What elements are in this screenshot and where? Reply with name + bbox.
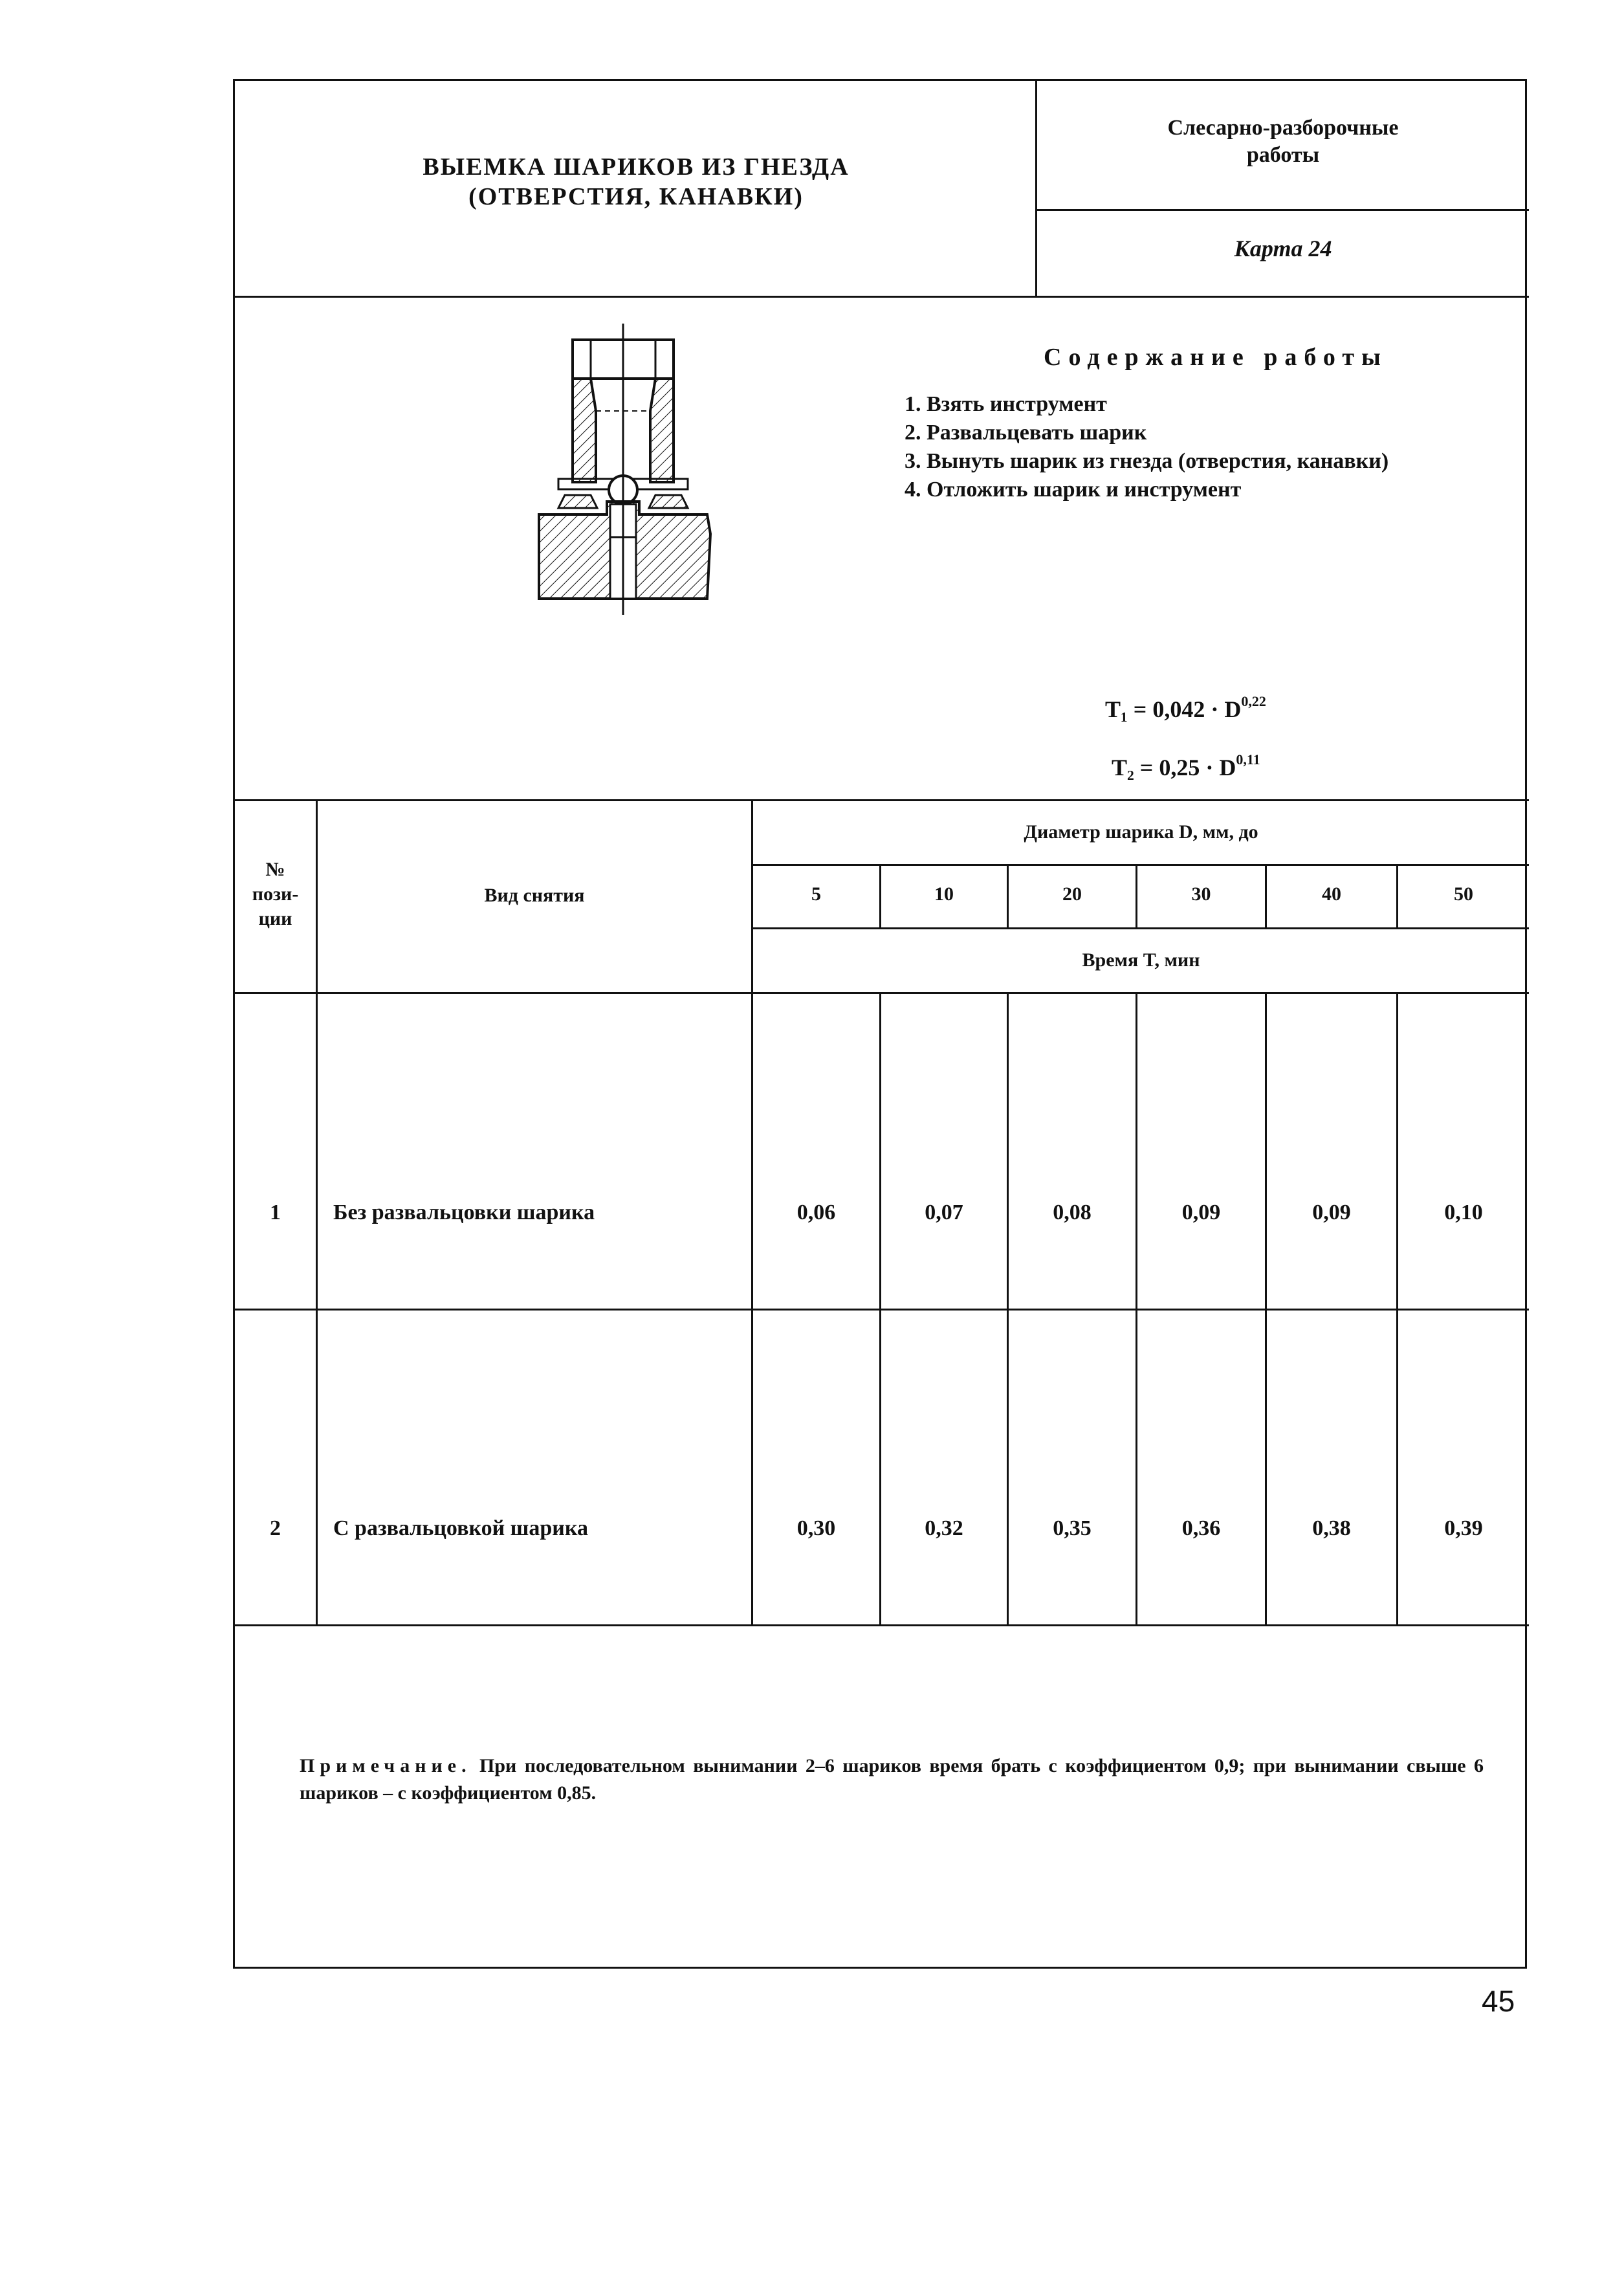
table-cell: 0,36 xyxy=(1181,1516,1221,1540)
table-cell: 0,30 xyxy=(796,1516,836,1540)
row-divider xyxy=(235,1309,1529,1310)
diameter-values-rule xyxy=(751,927,1529,929)
table-cell: 0,38 xyxy=(1312,1516,1351,1540)
formula-t1-exponent: 0,22 xyxy=(1241,693,1266,709)
header-right-divider xyxy=(1035,209,1529,211)
diameter-value: 5 xyxy=(811,883,821,905)
col-divider-pos xyxy=(316,799,318,1626)
table-row-position: 1 xyxy=(270,1200,281,1224)
card-title xyxy=(235,152,1037,212)
formula-t2-exponent: 0,11 xyxy=(1236,751,1260,768)
table-cell: 0,09 xyxy=(1312,1200,1351,1224)
table-cell: 0,09 xyxy=(1181,1200,1221,1224)
col-header-position xyxy=(235,857,316,931)
formula-t2 xyxy=(1112,751,1260,781)
table-cell: 0,07 xyxy=(925,1200,963,1224)
work-category-line1: Слесарно-разборочные xyxy=(1167,116,1399,140)
diameter-value: 20 xyxy=(1062,883,1082,905)
diameter-header-rule xyxy=(751,864,1529,866)
header-bottom-rule xyxy=(235,296,1529,298)
formula-t1-base: T₁ = 0,042 · D xyxy=(1105,696,1242,722)
time-header: Время T, мин xyxy=(1082,949,1200,971)
list-item: 2. Развальцевать шарик xyxy=(905,421,1147,445)
work-category xyxy=(1037,115,1529,169)
table-bottom-rule xyxy=(235,1624,1529,1626)
work-steps xyxy=(905,390,1388,504)
table-cell: 0,08 xyxy=(1053,1200,1092,1224)
note-label: Примечание. xyxy=(300,1755,472,1776)
work-category-line2: работы xyxy=(1246,143,1320,167)
col-header-position-line: ции xyxy=(258,908,292,929)
process-card xyxy=(233,79,1527,1969)
list-item: 4. Отложить шарик и инструмент xyxy=(905,478,1242,502)
diameter-value: 40 xyxy=(1322,883,1341,905)
note xyxy=(300,1753,1484,1807)
table-top-rule xyxy=(235,799,1529,801)
col-header-position-line: № xyxy=(265,859,285,880)
card-title-line2: (ОТВЕРСТИЯ, КАНАВКИ) xyxy=(468,183,804,210)
diameter-value: 30 xyxy=(1191,883,1211,905)
formula-t2-base: T₂ = 0,25 · D xyxy=(1112,755,1236,780)
content-title: Содержание работы xyxy=(1044,344,1388,371)
col-header-position-line: пози- xyxy=(252,883,299,905)
list-item: 1. Взять инструмент xyxy=(905,392,1107,416)
list-item: 3. Вынуть шарик из гнезда (отверстия, канавки) xyxy=(905,449,1389,473)
table-cell: 0,39 xyxy=(1444,1516,1483,1540)
note-text: При последовательном вынимании 2–6 шариков время брать с коэффициентом 0,9; при вынимании свыше 6 шариков – с коэффициентом 0,85. xyxy=(300,1755,1484,1804)
table-header-bottom-rule xyxy=(235,992,1529,994)
card-number: Карта 24 xyxy=(1234,236,1332,261)
table-cell: 0,32 xyxy=(925,1516,963,1540)
table-cell: 0,06 xyxy=(796,1200,836,1224)
page-number: 45 xyxy=(1482,1984,1515,2018)
diameter-value: 50 xyxy=(1454,883,1473,905)
col-header-type: Вид снятия xyxy=(484,885,585,906)
table-row-name: Без развальцовки шарика xyxy=(333,1200,595,1224)
formula-t1 xyxy=(1105,693,1266,723)
diameter-value: 10 xyxy=(934,883,954,905)
diameter-header: Диаметр шарика D, мм, до xyxy=(1024,821,1258,843)
table-cell: 0,10 xyxy=(1444,1200,1483,1224)
ball-removal-drawing xyxy=(520,320,733,618)
table-cell: 0,35 xyxy=(1053,1516,1092,1540)
table-row-name: С развальцовкой шарика xyxy=(333,1516,588,1540)
table-row-position: 2 xyxy=(270,1516,281,1540)
card-title-line1: ВЫЕМКА ШАРИКОВ ИЗ ГНЕЗДА xyxy=(422,153,850,181)
